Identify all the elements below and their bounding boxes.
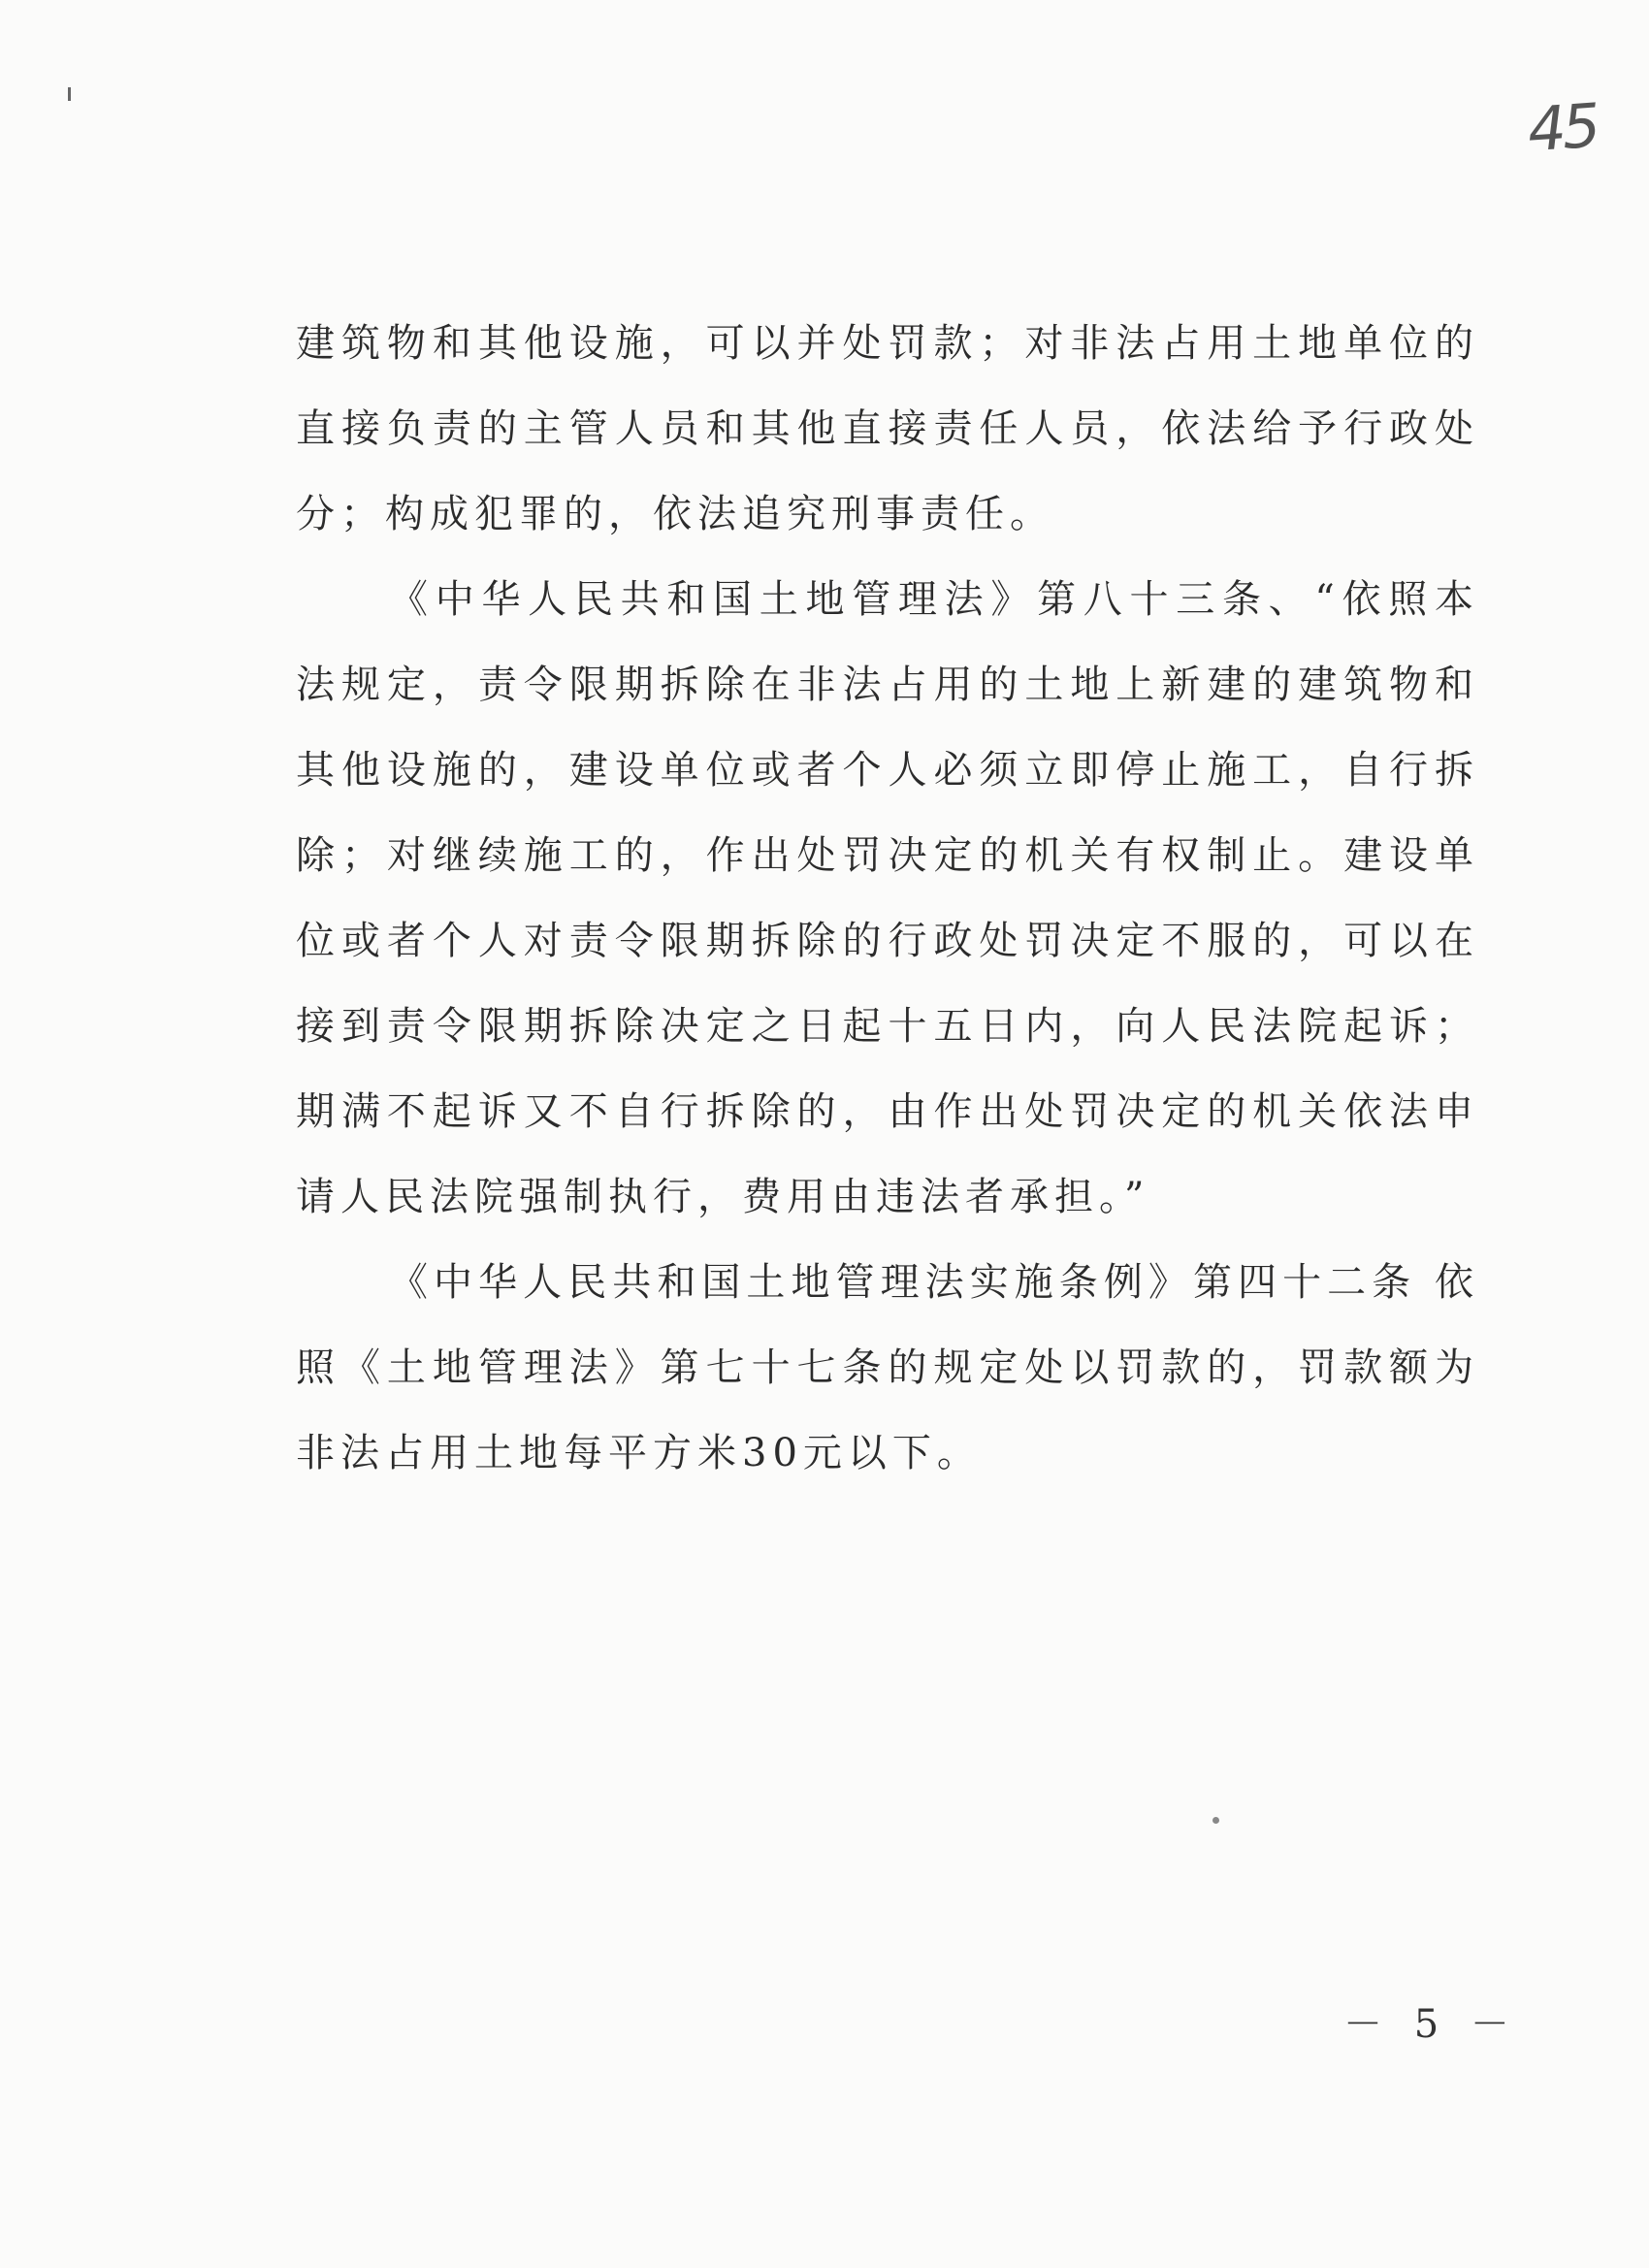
- page-number: － 5 －: [1343, 2002, 1519, 2047]
- scan-speck: [1212, 1817, 1219, 1824]
- margin-mark: [68, 87, 71, 101]
- handwritten-page-number: 45: [1525, 89, 1600, 166]
- document-body: [296, 301, 1479, 1496]
- paragraph-implementation-regulation-article-42: 《中华人民共和国土地管理法实施条例》第四十二条 依照《土地管理法》第七十七条的规定处以罚款的，罚款额为非法占用土地每平方米30元以下。: [296, 1260, 1479, 1475]
- paragraph-land-law-article-83: 《中华人民共和国土地管理法》第八十三条、“依照本法规定，责令限期拆除在非法占用的土地上新建的建筑物和其他设施的，建设单位或者个人必须立即停止施工，自行拆除；对继续施工的，作出处罚决定的机关有权制止。建设单位或者个人对责令限期拆除的行政处罚决定不服的，可以在接到责令限期拆除决定之日起十五日内，向人民法院起诉；期满不起诉又不自行拆除的，由作出处罚决定的机关依法申请人民法院强制执行，费用由违法者承担。”: [296, 577, 1479, 1219]
- paragraph-continuation: 建筑物和其他设施，可以并处罚款；对非法占用土地单位的直接负责的主管人员和其他直接责任人员，依法给予行政处分；构成犯罪的，依法追究刑事责任。: [296, 321, 1479, 536]
